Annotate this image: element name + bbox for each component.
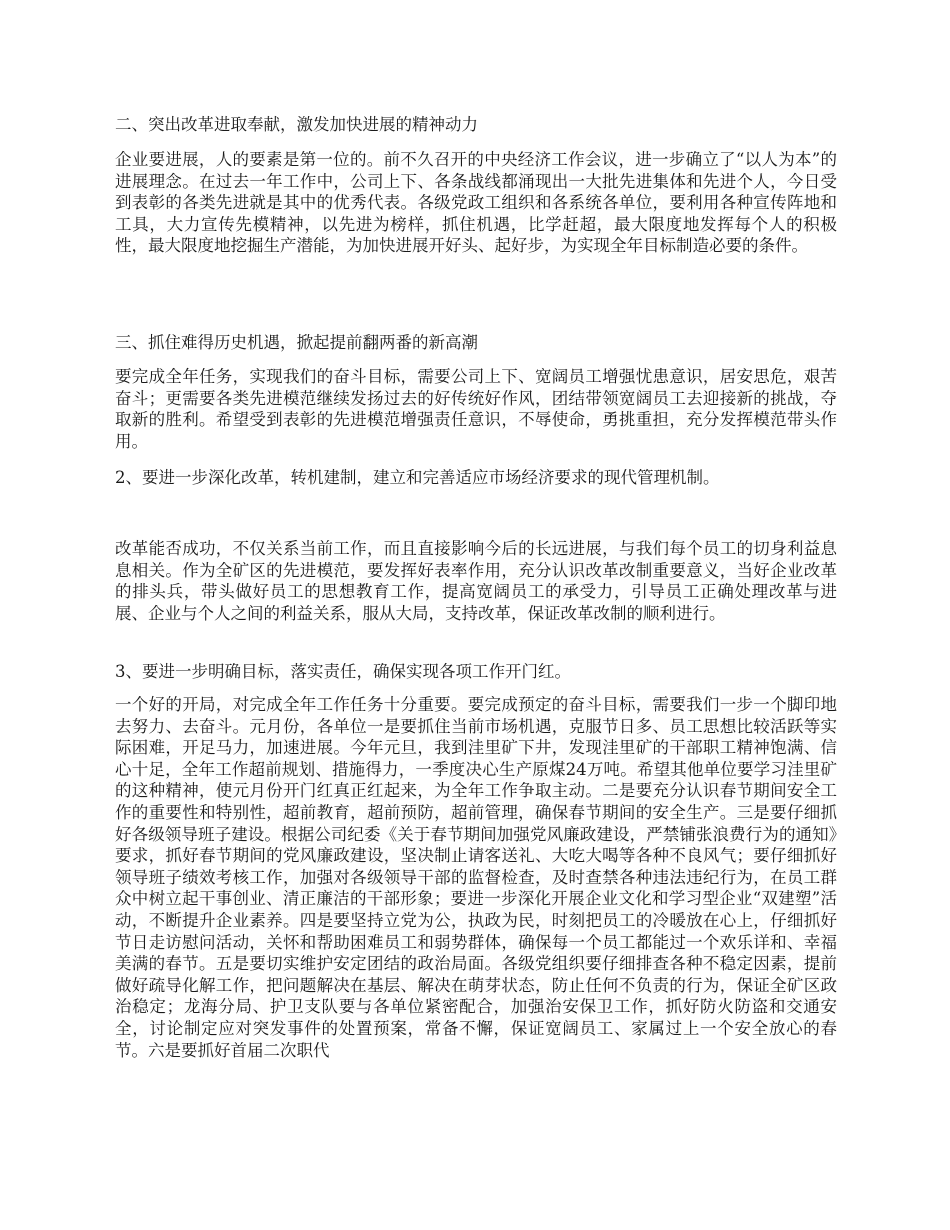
paragraph-enterprise-development: 企业要进展，人的要素是第一位的。前不久召开的中央经济工作会议，进一步确立了“以人为本”的进展理念。在过去一年工作中，公司上下、各条战线都涌现出一大批先进集体和先进个人，今日受到表彰的各类先进就是其中的优秀代表。各级党政工组织和各系统各单位，要利用各种宣传阵地和工具，大力宣传先模精神，以先进为榜样，抓住机遇，比学赶超，最大限度地发挥每个人的积极性，最大限度地挖掘生产潜能，为加快进展开好头、起好步，为实现全年目标制造必要的条件。 (115, 150, 837, 256)
paragraph-annual-task: 要完成全年任务，实现我们的奋斗目标，需要公司上下、宽阔员工增强忧患意识，居安思危，艰苦奋斗；更需要各类先进模范继续发扬过去的好传统好作风，团结带领宽阔员工去迎接新的挑战，夺取新的胜利。希望受到表彰的先进模范增强责任意识，不辱使命，勇挑重担，充分发挥模范带头作用。 (115, 367, 837, 451)
item-heading-2: 2、要进一步深化改革，转机建制，建立和完善适应市场经济要求的现代管理机制。 (115, 468, 720, 487)
item-heading-3: 3、要进一步明确目标，落实责任，确保实现各项工作开门红。 (115, 662, 571, 681)
section-heading-2: 二、突出改革进取奉献，激发加快进展的精神动力 (115, 115, 478, 134)
section-heading-3: 三、抓住难得历史机遇，掀起提前翻两番的新高潮 (115, 333, 478, 352)
paragraph-reform: 改革能否成功，不仅关系当前工作，而且直接影响今后的长远进展，与我们每个员工的切身利益息息相关。作为全矿区的先进模范，要发挥好表率作用，充分认识改革改制重要意义，当好企业改革的排头兵，带头做好员工的思想教育工作，提高宽阔员工的承受力，引导员工正确处理改革与进展、企业与个人之间的利益关系，服从大局，支持改革，保证改革改制的顺利进行。 (115, 539, 837, 623)
paragraph-good-start: 一个好的开局，对完成全年工作任务十分重要。要完成预定的奋斗目标，需要我们一步一个脚印地去努力、去奋斗。元月份，各单位一是要抓住当前市场机遇，克服节日多、员工思想比较活跃等实际困难，开足马力，加速进展。今年元旦，我到洼里矿下井，发现洼里矿的干部职工精神饱满、信心十足，全年工作超前规划、措施得力，一季度决心生产原煤24万吨。希望其他单位要学习洼里矿的这种精神，使元月份开门红真正红起来，为全年工作争取主动。二是要充分认识春节期间安全工作的重要性和特别性，超前教育，超前预防，超前管理，确保春节期间的安全生产。三是要仔细抓好各级领导班子建设。根据公司纪委《关于春节期间加强党风廉政建设，严禁铺张浪费行为的通知》要求，抓好春节期间的党风廉政建设，坚决制止请客送礼、大吃大喝等各种不良风气；要仔细抓好领导班子绩效考核工作，加强对各级领导干部的监督检查，及时查禁各种违法违纪行为，在员工群众中树立起干事创业、清正廉洁的干部形象；要进一步深化开展企业文化和学习型企业“双建塑”活动，不断提升企业素养。四是要坚持立党为公，执政为民，时刻把员工的冷暖放在心上，仔细抓好节日走访慰问活动，关怀和帮助困难员工和弱势群体，确保每一个员工都能过一个欢乐详和、幸福美满的春节。五是要切实维护安定团结的政治局面。各级党组织要仔细排查各种不稳定因素，提前做好疏导化解工作，把问题解决在基层、解决在萌芽状态，防止任何不负责的行为，保证全矿区政治稳定；龙海分局、护卫支队要与各单位紧密配合，加强治安保卫工作，抓好防火防盗和交通安全，讨论制定应对突发事件的处置预案，常备不懈，保证宽阔员工、家属过上一个安全放心的春节。六是要抓好首届二次职代 (115, 695, 837, 1060)
